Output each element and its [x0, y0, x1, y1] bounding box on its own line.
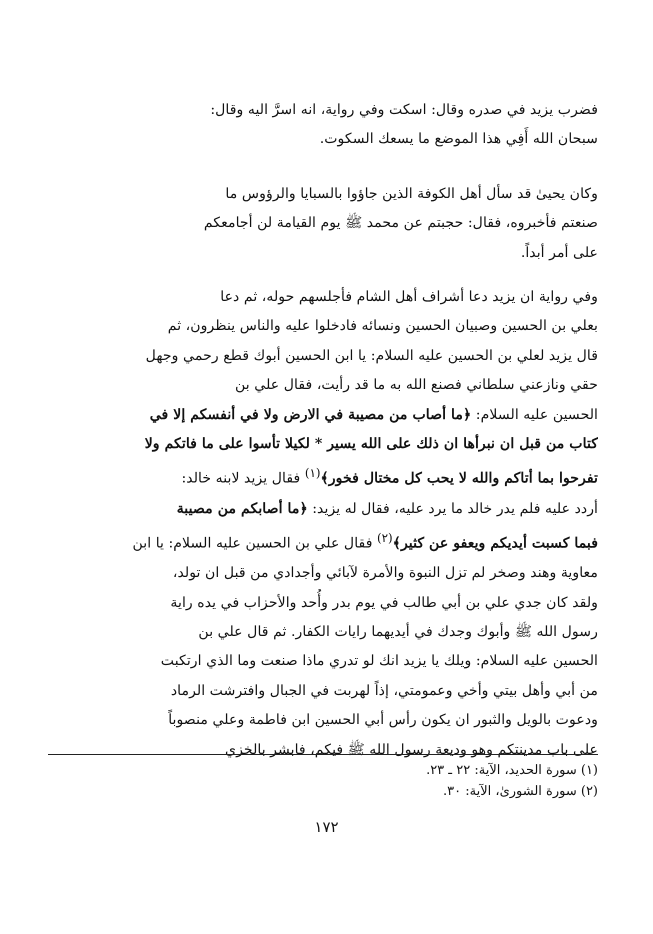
text-line: سبحان الله أَفِي هذا الموضع ما يسعك السكوت. — [319, 131, 598, 148]
footnote-ref-1: (١) — [304, 466, 321, 481]
text-line — [48, 495, 598, 524]
footnote-2: (٢) سورة الشورىٰ، الآية: ٣٠. — [443, 784, 598, 799]
text-line: على باب مدينتكم وهو وديعة رسول الله ﷺ فيكم، فابشر بالخزي — [224, 741, 598, 758]
paragraph-3 — [48, 283, 598, 765]
text-line: قال يزيد لعلي بن الحسين عليه السلام: يا ابن الحسين أبوك قطع رحمي وجهل — [145, 347, 598, 364]
text-line — [48, 524, 598, 559]
page-number: ١٧٢ — [314, 818, 339, 836]
text-line: من أبي وأهل بيتي وأخي وعمومتي، إذاً لهربت في الجبال وافترشت الرماد — [170, 682, 598, 699]
text-line — [48, 401, 598, 430]
text-run: الحسين عليه السلام: — [471, 406, 598, 423]
text-line — [48, 459, 598, 494]
text-line — [48, 430, 598, 459]
quran-verse: تفرحوا بما أتاكم والله لا يحب كل مختال فخور﴾ — [320, 471, 598, 488]
text-run: أردد عليه فلم يدر خالد ما يرد عليه، فقال له يزيد: — [307, 500, 598, 517]
text-line: حقي ونازعني سلطاني فصنع الله به ما قد رأيت، فقال علي بن — [234, 377, 598, 394]
text-line: صنعتم فأخبروه، فقال: حجبتم عن محمد ﷺ يوم القيامة لن أجامعكم — [203, 215, 598, 232]
text-line: الحسين عليه السلام: ويلك يا يزيد انك لو تدري ماذا صنعت وما الذي ارتكبت — [160, 653, 598, 670]
text-line: ولقد كان جدي علي بن أبي طالب في يوم بدر وأُحد والأحزاب في يده راية — [170, 594, 598, 611]
paragraph-1 — [48, 96, 598, 155]
footnote-ref-2: (٢) — [377, 530, 393, 545]
quran-verse: كتاب من قبل ان نبرأها ان ذلك على الله يسير * لكيلا تأسوا على ما فاتكم ولا — [144, 436, 598, 453]
text-line: ودعوت بالويل والثبور ان يكون رأس أبي الحسين ابن فاطمة وعلي منصوباً — [168, 712, 598, 729]
quran-verse: ﴿ما أصابكم من مصيبة — [176, 500, 308, 517]
quran-verse: ﴿ما أصاب من مصيبة في الارض ولا في أنفسكم إلا في — [149, 406, 472, 423]
text-line: وكان يحيىٰ قد سأل أهل الكوفة الذين جاؤوا بالسبايا والرؤوس ما — [225, 186, 598, 202]
text-line: بعلي بن الحسين وصبيان الحسين ونسائه فادخلوا عليه والناس ينظرون، ثم — [167, 318, 598, 335]
quran-verse: فبما كسبت أيديكم ويعفو عن كثير﴾ — [392, 535, 598, 552]
paragraph-2 — [48, 180, 598, 268]
text-run: فقال يزيد لابنه خالد: — [181, 471, 305, 488]
text-line: وفي رواية ان يزيد دعا أشراف أهل الشام فأجلسهم حوله، ثم دعا — [220, 289, 598, 305]
text-line: فضرب يزيد في صدره وقال: اسكت وفي رواية، انه اسرَّ اليه وقال: — [210, 102, 598, 118]
text-line: على أمر أبداً. — [520, 244, 598, 261]
text-line: معاوية وهند وصخر لم تزل النبوة والأمرة لآبائي وأجدادي من قبل ان تولد، — [172, 565, 598, 582]
footnote-divider — [48, 754, 598, 755]
footnote-1: (١) سورة الحديد، الآية: ٢٢ ـ ٢٣. — [426, 763, 598, 778]
text-line: رسول الله ﷺ وأبوك وجدك في أيديهما رايات الكفار. ثم قال علي بن — [198, 623, 598, 640]
text-run: فقال علي بن الحسين عليه السلام: يا ابن — [132, 535, 378, 552]
